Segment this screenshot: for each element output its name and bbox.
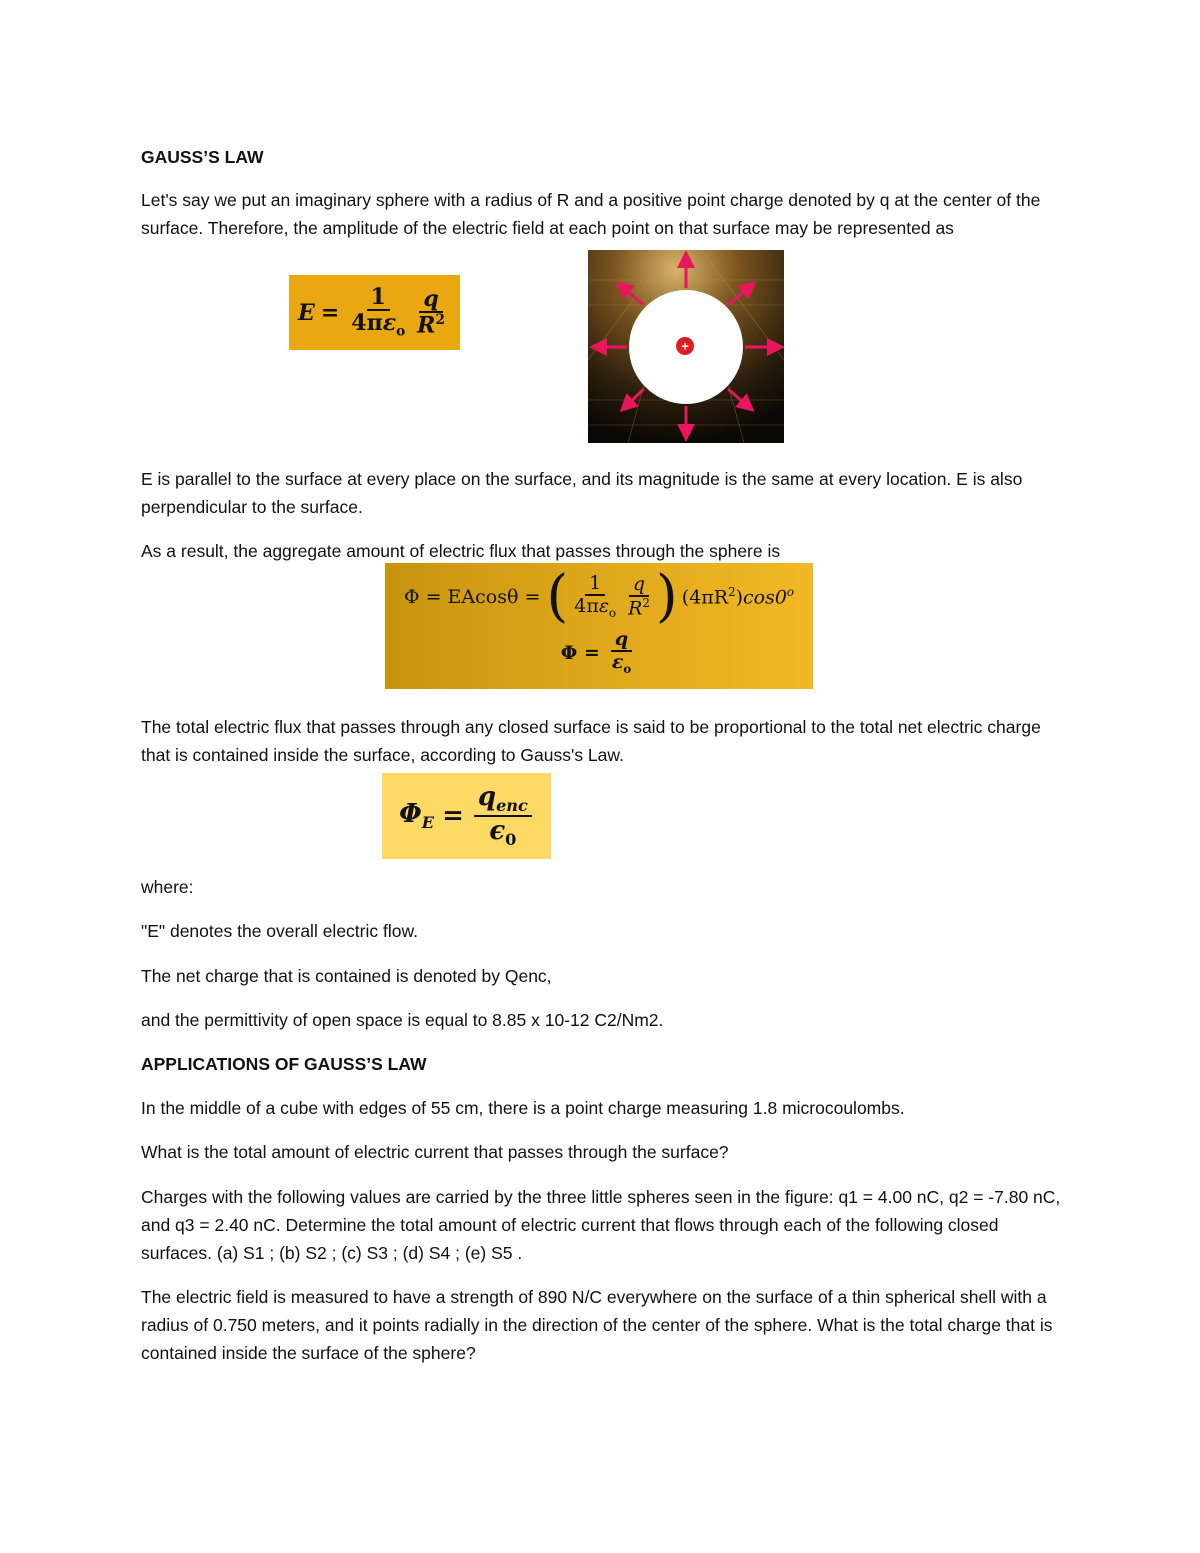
eq3-epsilon: ϵ	[489, 815, 506, 846]
eq1-epsilon: ε	[382, 310, 397, 337]
eq1-r-squared	[413, 313, 449, 339]
eq2-one: 1	[585, 573, 605, 596]
eq3-q-sub: enc	[496, 795, 528, 815]
where-label: where:	[141, 877, 194, 897]
eq2-epsilon: ε	[598, 595, 610, 618]
eq3-fraction	[474, 783, 532, 850]
eq2-result-epsilon: ε	[611, 650, 624, 673]
eq2-r-exp: 2	[642, 595, 650, 610]
eq3-epsilon-sub: 0	[505, 829, 517, 849]
eq2-area-text: (4πR	[681, 586, 729, 609]
heading-gauss-law: GAUSS’S LAW	[141, 147, 264, 167]
eq1-q	[419, 287, 442, 313]
application-3: Charges with the following values are carried by the three little spheres seen in the figure: q1 = 4.00 nC, q2 = -7.80 nC, and q3 = 2.40 nC. Determine the total amount of electric current that flows through each of the following closed surfaces. (a) S1 ; (b) S2 ; (c) S3 ; (d) S4 ; (e) S5 .	[141, 1187, 1061, 1263]
paragraph-intro: Let's say we put an imaginary sphere with a radius of R and a positive point charge denoted by q at the center of the surface. Therefore, the amplitude of the electric field at each point on that surface may be represented as	[141, 190, 1041, 238]
eq1-denominator	[347, 311, 409, 340]
eq2-area-exp: 2	[728, 585, 736, 600]
eq1-r: R	[417, 312, 436, 339]
eq2-line1-lhs: Φ = EAcosθ =	[403, 586, 541, 608]
eq2-result-q: q	[614, 628, 629, 650]
eq1-one: 1	[367, 285, 390, 311]
eq2-fraction-constant	[570, 573, 620, 620]
eq1-equals: =	[320, 299, 340, 326]
eq2-fraction-charge	[624, 574, 654, 620]
heading-applications: APPLICATIONS OF GAUSS’S LAW	[141, 1054, 427, 1074]
application-4: The electric field is measured to have a strength of 890 N/C everywhere on the surface of a thin spherical shell with a radius of 0.750 meters, and it points radially in the direction of the center of the sphere. What is the total charge that is contained inside the surface of the sphere?	[141, 1287, 1053, 1363]
eq2-line-2	[385, 629, 813, 676]
eq2-cos	[743, 585, 794, 608]
eq2-r-squared	[624, 597, 654, 620]
eq2-cos-text: cos0	[743, 586, 787, 609]
definition-permittivity: and the permittivity of open space is equal to 8.85 x 10-12 C2/Nm2.	[141, 1010, 664, 1030]
eq3-equals: =	[442, 801, 464, 831]
eq3-q: q	[477, 781, 497, 812]
eq3-numerator	[474, 783, 532, 817]
eq2-cos-exp: o	[786, 585, 795, 600]
eq2-paren-open: (	[546, 564, 569, 629]
charge-symbol: +	[681, 338, 689, 354]
eq1-fraction-charge	[413, 287, 449, 339]
eq2-denominator	[570, 596, 620, 620]
eq3-denominator	[485, 817, 520, 850]
eq2-line2-lhs: Φ =	[560, 641, 600, 664]
eq2-q-text: q	[632, 572, 646, 595]
eq2-area	[682, 585, 743, 608]
eq2-fraction-result	[608, 629, 635, 676]
eq1-fraction-constant	[347, 285, 409, 340]
eq1-lhs: E	[298, 299, 315, 326]
equation-electric-field	[289, 275, 460, 350]
application-2: What is the total amount of electric current that passes through the surface?	[141, 1142, 729, 1162]
eq2-area-close: )	[735, 586, 743, 609]
eq1-four-pi: 4π	[351, 310, 383, 337]
eq3-phi-sub: E	[421, 813, 435, 833]
eq3-lhs	[399, 799, 434, 832]
eq2-r: R	[628, 597, 643, 620]
definition-charge: The net charge that is contained is denoted by Qenc,	[141, 966, 552, 986]
eq2-paren-close: )	[655, 564, 678, 629]
eq1-q-text: q	[423, 285, 439, 312]
eq2-four-pi: 4π	[574, 595, 599, 618]
eq2-epsilon-sub: o	[609, 606, 617, 621]
equation-gauss-law	[382, 773, 551, 859]
eq2-line-1	[385, 564, 813, 629]
sphere-field-diagram	[588, 250, 784, 443]
eq2-result-epsilon-sub: o	[623, 661, 632, 676]
equation-flux-derivation	[385, 563, 813, 689]
paragraph-flux-intro: As a result, the aggregate amount of electric flux that passes through the sphere is	[141, 541, 781, 561]
definition-flux: "E" denotes the overall electric flow.	[141, 921, 419, 941]
figure-charged-sphere	[588, 250, 784, 443]
eq3-phi: Φ	[399, 799, 422, 830]
application-1: In the middle of a cube with edges of 55 cm, there is a point charge measuring 1.8 microcoulombs.	[141, 1098, 905, 1118]
eq2-result-num	[611, 629, 632, 652]
eq1-r-exp: 2	[435, 311, 445, 328]
paragraph-field-direction: E is parallel to the surface at every place on the surface, and its magnitude is the same at every location. E is also perpendicular to the surface.	[141, 469, 1023, 517]
eq2-result-den	[608, 652, 635, 676]
paragraph-gauss-statement: The total electric flux that passes through any closed surface is said to be proportional to the total net electric charge that is contained inside the surface, according to Gauss's Law.	[141, 717, 1041, 765]
eq2-q	[629, 574, 649, 597]
eq1-epsilon-sub: o	[396, 323, 406, 340]
